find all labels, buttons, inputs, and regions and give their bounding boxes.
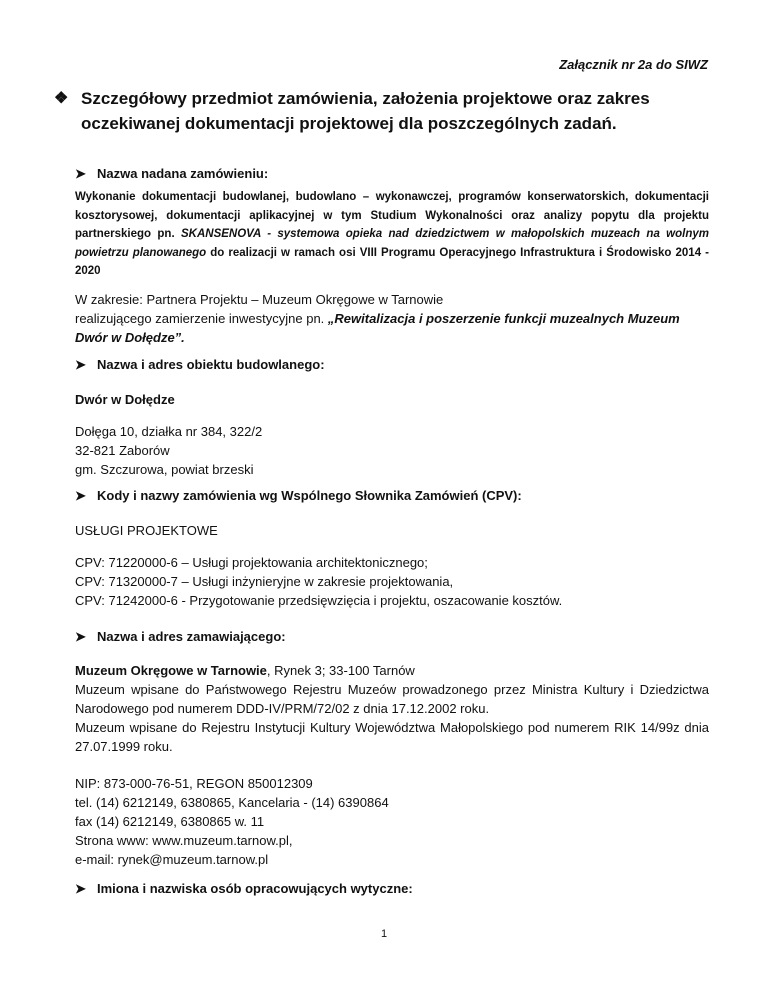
contact-line: NIP: 873-000-76-51, REGON 850012309 (75, 776, 313, 791)
cpv-code-line: CPV: 71320000-7 – Usługi inżynieryjne w zakresie projektowania, (75, 574, 454, 589)
page-number: 1 (380, 928, 388, 940)
cpv-code-line: CPV: 71220000-6 – Usługi projektowania architektonicznego; (75, 555, 428, 570)
annex-label: Załącznik nr 2a do SIWZ (559, 57, 708, 72)
section-heading-client: ➤ Nazwa i adres zamawiającego: (75, 629, 286, 644)
contact-line: tel. (14) 6212149, 6380865, Kancelaria - (14) 6390864 (75, 795, 389, 810)
order-name-text: Wykonanie dokumentacji budowlanej, budowlano – wykonawczej, programów konserwatorskich, dokumentacji kosztorysowej, dokumentacji aplikacyjnej w tym Studium Wykonalności oraz analizy popytu dla projektu partnerskiego pn. SKANSENOVA - systemowa opieka nad dziedzictwem w małopolskich muzeach na wolnym powietrzu planowanego do realizacji w ramach osi VIII Programu Operacyjnego Infrastruktura i Środowisko 2014 - 2020 (75, 191, 709, 277)
cpv-category: USŁUGI PROJEKTOWE (75, 523, 218, 538)
diamond-bullet-icon: ❖ (54, 90, 69, 107)
section-heading-authors: ➤ Imiona i nazwiska osób opracowujących wytyczne: (75, 881, 413, 896)
arrow-bullet-icon: ➤ (75, 357, 86, 372)
client-registry-2: Muzeum wpisane do Rejestru Instytucji Kultury Województwa Małopolskiego pod numerem RIK 14/99z dnia 27.07.1999 roku. (75, 720, 709, 754)
client-contacts (75, 774, 709, 869)
building-address-line: gm. Szczurowa, powiat brzeski (75, 462, 254, 477)
building-address-line: 32-821 Zaborów (75, 443, 170, 458)
arrow-bullet-icon: ➤ (75, 881, 86, 896)
section-heading-building: ➤ Nazwa i adres obiektu budowlanego: (75, 357, 325, 372)
partner-line-2: realizującego zamierzenie inwestycyjne pn. „Rewitalizacja i poszerzenie funkcji muzealnych Muzeum Dwór w Dołędze”. (75, 311, 680, 345)
client-name: Muzeum Okręgowe w Tarnowie (75, 663, 267, 678)
main-title-text: Szczegółowy przedmiot zamówienia, założenia projektowe oraz zakres oczekiwanej dokumentacji projektowej dla poszczególnych zadań. (81, 89, 650, 133)
arrow-bullet-icon: ➤ (75, 166, 86, 181)
client-info (75, 661, 709, 756)
cpv-codes (75, 553, 709, 610)
client-registry-1: Muzeum wpisane do Państwowego Rejestru Muzeów prowadzonego przez Ministra Kultury i Dziedzictwa Narodowego pod numerem DDD-IV/PRM/72/02 z dnia 17.12.2002 roku. (75, 682, 709, 716)
client-address: , Rynek 3; 33-100 Tarnów (266, 663, 415, 678)
arrow-bullet-icon: ➤ (75, 488, 86, 503)
main-title (54, 86, 720, 136)
building-name: Dwór w Dołędze (75, 392, 175, 407)
contact-line: fax (14) 6212149, 6380865 w. 11 (75, 814, 265, 829)
section-heading-cpv: ➤ Kody i nazwy zamówienia wg Wspólnego Słownika Zamówień (CPV): (75, 488, 522, 503)
contact-line: Strona www: www.muzeum.tarnow.pl, (75, 833, 293, 848)
client-name-line (75, 661, 709, 680)
contact-line: e-mail: rynek@muzeum.tarnow.pl (75, 852, 269, 867)
arrow-bullet-icon: ➤ (75, 629, 86, 644)
partner-line-1: W zakresie: Partnera Projektu – Muzeum Okręgowe w Tarnowie (75, 292, 444, 307)
building-address-line: Dołęga 10, działka nr 384, 322/2 (75, 424, 263, 439)
section-heading-order-name: ➤ Nazwa nadana zamówieniu: (75, 166, 269, 181)
cpv-code-line: CPV: 71242000-6 - Przygotowanie przedsięwzięcia i projektu, oszacowanie kosztów. (75, 593, 563, 608)
building-address (75, 422, 709, 479)
partner-paragraph (75, 290, 709, 347)
